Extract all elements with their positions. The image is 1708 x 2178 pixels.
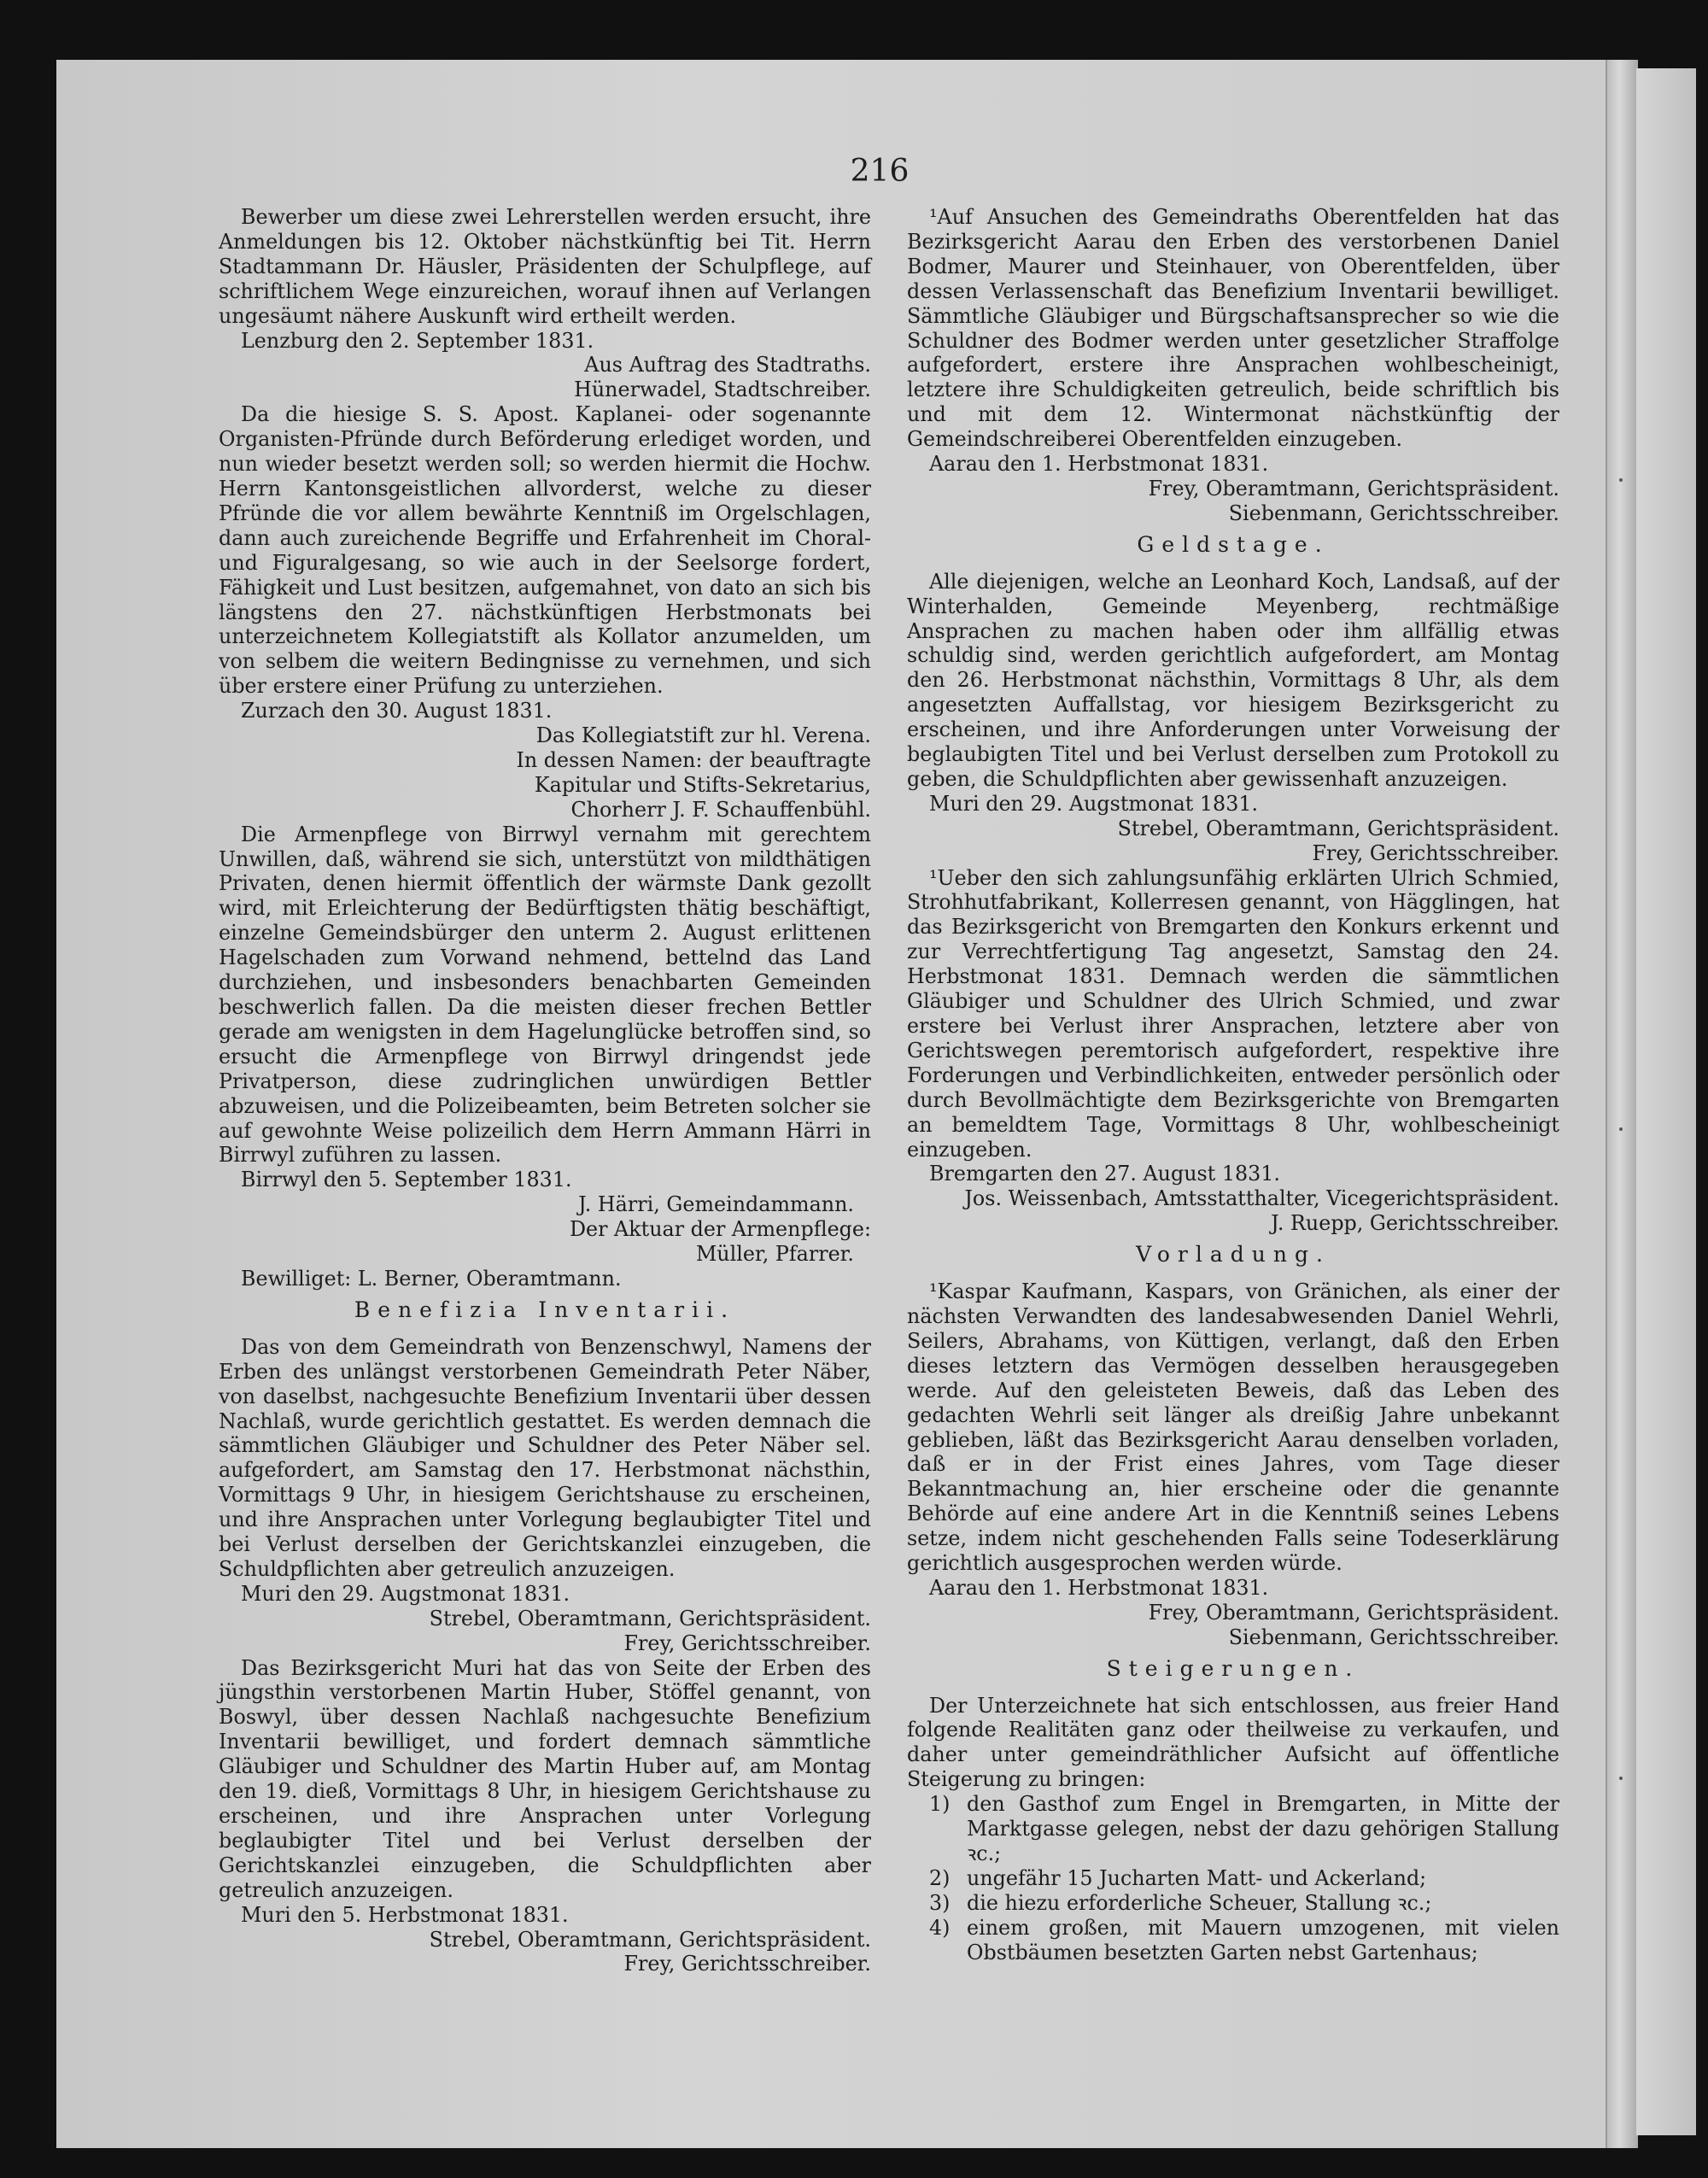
- list-item-text: ungefähr 15 Jucharten Matt- und Ackerland;: [967, 1865, 1427, 1890]
- right-column: [907, 205, 1559, 1965]
- list-item-number: 1): [929, 1792, 951, 1817]
- signature-line: Frey, Gerichtsschreiber.: [1312, 840, 1559, 865]
- dateline: Muri den 29. Augstmonat 1831.: [241, 1581, 570, 1606]
- list-item-number: 4): [929, 1915, 951, 1940]
- list-item-number: 2): [929, 1865, 951, 1890]
- section-heading: Vorladung.: [1136, 1242, 1331, 1268]
- list-item-number: 3): [929, 1890, 951, 1915]
- signature-line: J. Härri, Gemeindammann.: [578, 1192, 854, 1217]
- signature-line: Hünerwadel, Stadtschreiber.: [574, 378, 871, 402]
- signature-line: Frey, Oberamtmann, Gerichtspräsident.: [1148, 476, 1559, 501]
- section-heading: Geldstage.: [1137, 531, 1330, 557]
- signature-line: Chorherr J. F. Schauffenbühl.: [570, 797, 871, 822]
- list-item-text: die hiezu erforderliche Scheuer, Stallung ꝛc.;: [967, 1890, 1432, 1915]
- signature-line: Der Aktuar der Armenpflege:: [569, 1217, 871, 1242]
- dateline: Muri den 29. Augstmonat 1831.: [929, 791, 1259, 816]
- dateline: Aarau den 1. Herbstmonat 1831.: [929, 1575, 1269, 1600]
- list-item: [907, 1792, 1559, 1866]
- signature-line: Frey, Gerichtsschreiber.: [623, 1952, 871, 1976]
- signature-line: Strebel, Oberamtmann, Gerichtspräsident.: [1117, 816, 1559, 840]
- list-item: [907, 1916, 1559, 1965]
- signature-line: Müller, Pfarrer.: [695, 1242, 854, 1267]
- list-item: [907, 1866, 1559, 1891]
- dateline: Lenzburg den 2. September 1831.: [241, 328, 594, 353]
- signature-line: Kapitular und Stifts-Sekretarius,: [534, 772, 871, 797]
- notice-paragraph: ¹Kaspar Kaufmann, Kaspars, von Gränichen, als einer der nächsten Verwandten des landesabwesenden Daniel Wehrli, Seilers, Abrahams, von Küttigen, verlangt, daß den Erben dieses letztern das Vermögen desselben herausgegeben werde. Auf den geleisteten Beweis, daß das Leben des gedachten Wehrli seit länger als dreißig Jahre unbekannt geblieben, läßt das Bezirksgericht Aarau denselben vorladen, daß er in der Frist eines Jahres, vom Tage dieser Bekanntmachung an, hier erscheine oder die genannte Behörde auf eine andere Art in die Kenntniß seines Lebens setze, indem nicht geschehenden Falls seine Todeserklärung gerichtlich ausgesprochen werden würde.: [907, 1279, 1559, 1576]
- notice-paragraph: ¹Auf Ansuchen des Gemeindraths Oberentfelden hat das Bezirksgericht Aarau den Erben des verstorbenen Daniel Bodmer, Maurer und Steinhauer, von Oberentfelden, über dessen Verlassenschaft das Benefizium Inventarii bewilliget. Sämmtliche Gläubiger und Bürgschaftsansprecher so wie die Schuldner des Bodmer werden unter gesetzlicher Straffolge aufgefordert, erstere ihre Ansprachen wohlbescheinigt, letztere ihre Schuldigkeiten getreulich, beide schriftlich bis und mit dem 12. Wintermonat nächstkünftig der Gemeindschreiberei Oberentfelden einzugeben.: [907, 205, 1559, 452]
- list-item: [907, 1891, 1559, 1916]
- signature-line: Jos. Weissenbach, Amtsstatthalter, Vicegerichtspräsident.: [964, 1186, 1559, 1211]
- dateline: Birrwyl den 5. September 1831.: [241, 1168, 572, 1192]
- signature-line: Das Kollegiatstift zur hl. Verena.: [535, 723, 871, 748]
- list-item-text: einem großen, mit Mauern umzogenen, mit vielen Obstbäumen besetzten Garten nebst Gartenhaus;: [967, 1915, 1559, 1964]
- signature-line: Strebel, Oberamtmann, Gerichtspräsident.: [429, 1606, 871, 1631]
- notice-paragraph: Das von dem Gemeindrath von Benzenschwyl, Namens der Erben des unlängst verstorbenen Gemeindrath Peter Näber, von daselbst, nachgesuchte Benefizium Inventarii über dessen Nachlaß, wurde gerichtlich gestattet. Es werden demnach die sämmtlichen Gläubiger und Schuldner des Peter Näber sel. aufgefordert, am Samstag den 17. Herbstmonat nächsthin, Vormittags 9 Uhr, in hiesigem Gerichtshause zu erscheinen, und ihre Ansprachen unter Vorlegung beglaubigter Titel und bei Verlust derselben der Gerichtskanzlei einzugeben, die Schuldpflichten aber getreulich anzuzeigen.: [219, 1334, 871, 1581]
- notice-paragraph: Das Bezirksgericht Muri hat das von Seite der Erben des jüngsthin verstorbenen Martin Huber, Stöffel genannt, von Boswyl, über dessen Nachlaß nachgesuchte Benefizium Inventarii bewilliget, und fordert demnach sämmtliche Gläubiger und Schuldner des Martin Huber auf, am Montag den 19. dieß, Vormittags 8 Uhr, in hiesigem Gerichtshause zu erscheinen, und ihre Ansprachen unter Vorlegung beglaubigter Titel und bei Verlust derselben der Gerichtskanzlei einzugeben, die Schuldpflichten aber getreulich anzuzeigen.: [219, 1655, 871, 1902]
- section-heading: Benefizia Inventarii.: [354, 1297, 736, 1322]
- section-heading: Steigerungen.: [1106, 1655, 1360, 1681]
- signature-line: Frey, Oberamtmann, Gerichtspräsident.: [1148, 1600, 1559, 1625]
- signature-line: J. Ruepp, Gerichtsschreiber.: [1271, 1211, 1559, 1236]
- notice-paragraph: Die Armenpflege von Birrwyl vernahm mit gerechtem Unwillen, daß, während sie sich, unterstützt von mildthätigen Privaten, denen hiermit öffentlich der wärmste Dank gezollt wird, mit Erleichterung der Bedürftigsten thätig beschäftigt, einzelne Gemeindsbürger den unterm 2. August erlittenen Hagelschaden zum Vorwand nehmend, bettelnd das Land durchziehen, und insbesonders benachbarten Gemeinden beschwerlich fallen. Da die meisten dieser frechen Bettler gerade am wenigsten in dem Hagelunglücke betroffen sind, so ersucht die Armenpflege von Birrwyl dringendst jede Privatperson, diese zudringlichen unwürdigen Bettler abzuweisen, und die Polizeibeamten, beim Betreten solcher sie auf gewohnte Weise polizeilich dem Herrn Ammann Härri in Birrwyl zuführen zu lassen.: [219, 822, 871, 1168]
- notice-paragraph: Der Unterzeichnete hat sich entschlossen, aus freier Hand folgende Realitäten ganz oder theilweise zu verkaufen, und daher unter gemeindräthlicher Aufsicht auf öffentliche Steigerung zu bringen:: [907, 1693, 1559, 1792]
- facing-page-edge: [1636, 68, 1696, 2135]
- signature-line: Strebel, Oberamtmann, Gerichtspräsident.: [429, 1927, 871, 1952]
- dateline: Bewilliget: L. Berner, Oberamtmann.: [241, 1266, 622, 1291]
- left-column: [219, 205, 871, 1976]
- notice-paragraph: Da die hiesige S. S. Apost. Kaplanei- oder sogenannte Organisten-Pfründe durch Beförderung erlediget worden, und nun wieder besetzt werden soll; so werden hiermit die Hochw. Herrn Kantonsgeistlichen allvorderst, welche zu dieser Pfründe die vor allem bewährte Kenntniß im Orgelschlagen, dann auch zureichende Begriffe und Erfahrenheit im Choral- und Figuralgesang, so wie auch in der Seelsorge fordert, Fähigkeit und Lust besitzen, aufgemahnet, von dato an sich bis längstens den 27. nächstkünftigen Herbstmonats bei unterzeichnetem Kollegiatstift als Kollator anzumelden, um von selbem die weitern Bedingnisse zu vernehmen, und sich über erstere einer Prüfung zu unterziehen.: [219, 402, 871, 699]
- signature-line: In dessen Namen: der beauftragte: [516, 747, 871, 772]
- page-number: 216: [850, 154, 910, 189]
- signature-line: Aus Auftrag des Stadtraths.: [584, 353, 871, 378]
- dateline: Bremgarten den 27. August 1831.: [929, 1162, 1280, 1186]
- page-gutter: [1606, 60, 1638, 2148]
- dateline: Zurzach den 30. August 1831.: [241, 699, 553, 723]
- signature-line: Siebenmann, Gerichtsschreiber.: [1228, 1625, 1559, 1649]
- notice-paragraph: Bewerber um diese zwei Lehrerstellen werden ersucht, ihre Anmeldungen bis 12. Oktober nächstkünftig bei Tit. Herrn Stadtammann Dr. Häusler, Präsidenten der Schulpflege, auf schriftlichem Wege einzureichen, worauf ihnen auf Verlangen ungesäumt nähere Auskunft wird ertheilt werden.: [219, 205, 871, 328]
- binding-stitch: [1619, 1127, 1623, 1131]
- dateline: Aarau den 1. Herbstmonat 1831.: [929, 452, 1269, 477]
- signature-line: Frey, Gerichtsschreiber.: [623, 1631, 871, 1655]
- notice-paragraph: Alle diejenigen, welche an Leonhard Koch, Landsaß, auf der Winterhalden, Gemeinde Meyenberg, rechtmäßige Ansprachen zu machen haben oder ihm allfällig etwas schuldig sind, werden gerichtlich aufgefordert, am Montag den 26. Herbstmonat nächsthin, Vormittags 8 Uhr, als dem angesetzten Auffallstag, vor hiesigem Bezirksgericht zu erscheinen, und ihre Anforderungen unter Vorweisung der beglaubigten Titel und bei Verlust derselben zum Protokoll zu geben, die Schuldpflichten aber gewissenhaft anzuzeigen.: [907, 569, 1559, 791]
- binding-stitch: [1619, 1777, 1623, 1780]
- list-item-text: den Gasthof zum Engel in Bremgarten, in Mitte der Marktgasse gelegen, nebst der dazu gehörigen Stallung ꝛc.;: [967, 1792, 1559, 1865]
- notice-paragraph: ¹Ueber den sich zahlungsunfähig erklärten Ulrich Schmied, Strohhutfabrikant, Kollerresen genannt, von Hägglingen, hat das Bezirksgericht von Bremgarten den Konkurs erkennt und zur Verrechtfertigung Tag angesetzt, Samstag den 24. Herbstmonat 1831. Demnach werden die sämmtlichen Gläubiger und Schuldner des Ulrich Schmied, und zwar erstere bei Verlust ihrer Ansprachen, letztere aber von Gerichtswegen peremtorisch aufgefordert, respektive ihre Forderungen und Verbindlichkeiten, entweder persönlich oder durch Bevollmächtigte dem Bezirksgerichte von Bremgarten an bemeldtem Tage, Vormittags 8 Uhr, wohlbescheinigt einzugeben.: [907, 865, 1559, 1162]
- dateline: Muri den 5. Herbstmonat 1831.: [241, 1902, 569, 1927]
- binding-stitch: [1619, 478, 1623, 482]
- signature-line: Siebenmann, Gerichtsschreiber.: [1228, 501, 1559, 525]
